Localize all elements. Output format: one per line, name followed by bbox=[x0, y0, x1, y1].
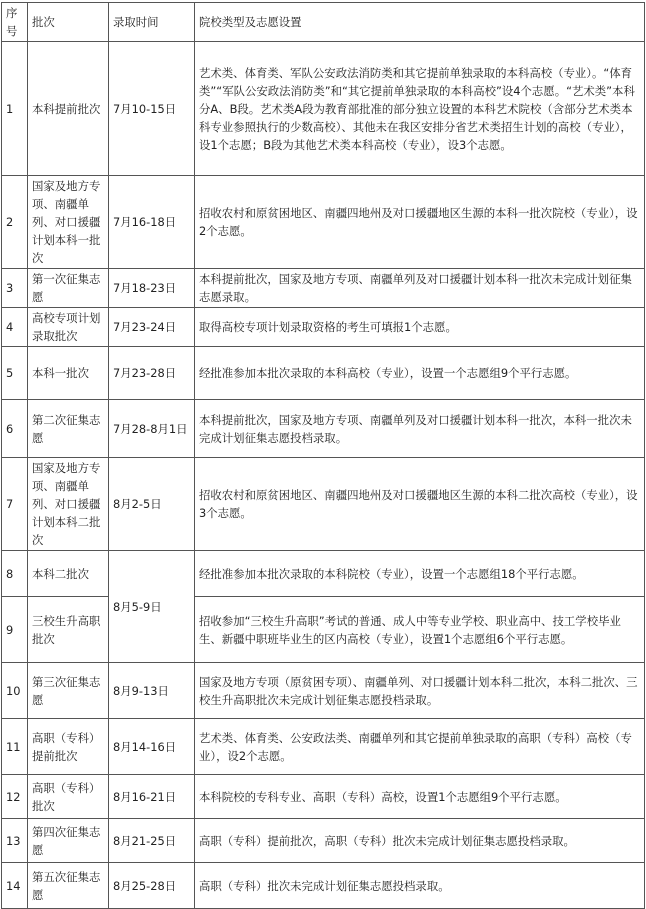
row-no: 5 bbox=[2, 347, 28, 400]
row-desc: 取得高校专项计划录取资格的考生可填报1个志愿。 bbox=[195, 308, 645, 347]
row-batch: 本科一批次 bbox=[28, 347, 109, 400]
row-desc: 招收农村和原贫困地区、南疆四地州及对口援疆地区生源的本科二批次高校（专业），设3个志愿。 bbox=[195, 458, 645, 551]
row-no: 7 bbox=[2, 458, 28, 551]
header-desc: 院校类型及志愿设置 bbox=[195, 3, 645, 42]
row-batch: 第二次征集志愿 bbox=[28, 400, 109, 458]
table-row bbox=[2, 458, 645, 551]
table-row bbox=[2, 308, 645, 347]
row-time: 8月2-5日 bbox=[109, 458, 195, 551]
row-time: 7月28-8月1日 bbox=[109, 400, 195, 458]
table-row bbox=[2, 400, 645, 458]
table-row bbox=[2, 863, 645, 909]
row-desc: 本科院校的专科专业、高职（专科）高校，设置1个志愿组9个平行志愿。 bbox=[195, 775, 645, 819]
row-time: 8月5-9日 bbox=[109, 551, 195, 663]
table-row bbox=[2, 269, 645, 308]
row-batch: 本科提前批次 bbox=[28, 42, 109, 176]
row-desc: 国家及地方专项（原贫困专项）、南疆单列、对口援疆计划本科二批次，本科二批次、三校生升高职批次未完成计划征集志愿投档录取。 bbox=[195, 663, 645, 719]
row-time: 7月23-28日 bbox=[109, 347, 195, 400]
row-desc: 经批准参加本批次录取的本科院校（专业），设置一个志愿组18个平行志愿。 bbox=[195, 551, 645, 597]
row-batch: 国家及地方专项、南疆单列、对口援疆计划本科一批次 bbox=[28, 176, 109, 269]
table-row bbox=[2, 347, 645, 400]
row-desc: 艺术类、体育类、公安政法类、南疆单列和其它提前单独录取的高职（专科）高校（专业），设2个志愿。 bbox=[195, 719, 645, 775]
row-batch: 高职（专科）提前批次 bbox=[28, 719, 109, 775]
row-batch: 第四次征集志愿 bbox=[28, 819, 109, 863]
row-no: 6 bbox=[2, 400, 28, 458]
admission-schedule-table bbox=[1, 2, 645, 909]
row-no: 9 bbox=[2, 597, 28, 663]
table-row bbox=[2, 176, 645, 269]
row-time: 8月25-28日 bbox=[109, 863, 195, 909]
row-no: 13 bbox=[2, 819, 28, 863]
table-row bbox=[2, 775, 645, 819]
row-no: 4 bbox=[2, 308, 28, 347]
table-row bbox=[2, 597, 645, 663]
row-desc: 高职（专科）批次未完成计划征集志愿投档录取。 bbox=[195, 863, 645, 909]
row-batch: 国家及地方专项、南疆单列、对口援疆计划本科二批次 bbox=[28, 458, 109, 551]
row-batch: 本科二批次 bbox=[28, 551, 109, 597]
row-desc: 本科提前批次，国家及地方专项、南疆单列及对口援疆计划本科一批次未完成计划征集志愿录取。 bbox=[195, 269, 645, 308]
row-no: 14 bbox=[2, 863, 28, 909]
row-time: 7月16-18日 bbox=[109, 176, 195, 269]
row-time: 7月18-23日 bbox=[109, 269, 195, 308]
row-no: 1 bbox=[2, 42, 28, 176]
row-desc: 招收参加“三校生升高职”考试的普通、成人中等专业学校、职业高中、技工学校毕业生、新疆中职班毕业生的区内高校（专业），设置1个志愿组6个平行志愿。 bbox=[195, 597, 645, 663]
row-desc: 经批准参加本批次录取的本科高校（专业），设置一个志愿组9个平行志愿。 bbox=[195, 347, 645, 400]
header-batch: 批次 bbox=[28, 3, 109, 42]
table-row bbox=[2, 663, 645, 719]
row-desc: 本科提前批次，国家及地方专项、南疆单列及对口援疆计划本科一批次，本科一批次未完成计划征集志愿投档录取。 bbox=[195, 400, 645, 458]
table-row bbox=[2, 42, 645, 176]
row-time: 8月14-16日 bbox=[109, 719, 195, 775]
row-batch: 高校专项计划录取批次 bbox=[28, 308, 109, 347]
row-time: 8月16-21日 bbox=[109, 775, 195, 819]
row-batch: 第一次征集志愿 bbox=[28, 269, 109, 308]
row-no: 2 bbox=[2, 176, 28, 269]
table-row bbox=[2, 719, 645, 775]
row-time: 8月9-13日 bbox=[109, 663, 195, 719]
header-time: 录取时间 bbox=[109, 3, 195, 42]
row-batch: 高职（专科）批次 bbox=[28, 775, 109, 819]
row-no: 3 bbox=[2, 269, 28, 308]
row-batch: 第五次征集志愿 bbox=[28, 863, 109, 909]
row-no: 12 bbox=[2, 775, 28, 819]
table-row bbox=[2, 551, 645, 597]
row-desc: 高职（专科）提前批次，高职（专科）批次未完成计划征集志愿投档录取。 bbox=[195, 819, 645, 863]
row-desc: 招收农村和原贫困地区、南疆四地州及对口援疆地区生源的本科一批次院校（专业），设2个志愿。 bbox=[195, 176, 645, 269]
row-no: 11 bbox=[2, 719, 28, 775]
row-time: 8月21-25日 bbox=[109, 819, 195, 863]
row-batch: 三校生升高职批次 bbox=[28, 597, 109, 663]
header-row bbox=[2, 3, 645, 42]
row-no: 10 bbox=[2, 663, 28, 719]
row-time: 7月10-15日 bbox=[109, 42, 195, 176]
row-time: 7月23-24日 bbox=[109, 308, 195, 347]
row-batch: 第三次征集志愿 bbox=[28, 663, 109, 719]
row-desc: 艺术类、体育类、军队公安政法消防类和其它提前单独录取的本科高校（专业）。“体育类”“军队公安政法消防类”和“其它提前单独录取的本科高校”设4个志愿。“艺术类”本科分A、B段。艺术类A段为教育部批准的部分独立设置的本科艺术院校（含部分艺术类本科专业参照执行的少数高校）、其他未在我区安排分省艺术类招生计划的高校（专业），设1个志愿；B段为其他艺术类本科高校（专业），设3个志愿。 bbox=[195, 42, 645, 176]
header-no: 序号 bbox=[2, 3, 28, 42]
row-no: 8 bbox=[2, 551, 28, 597]
table-row bbox=[2, 819, 645, 863]
